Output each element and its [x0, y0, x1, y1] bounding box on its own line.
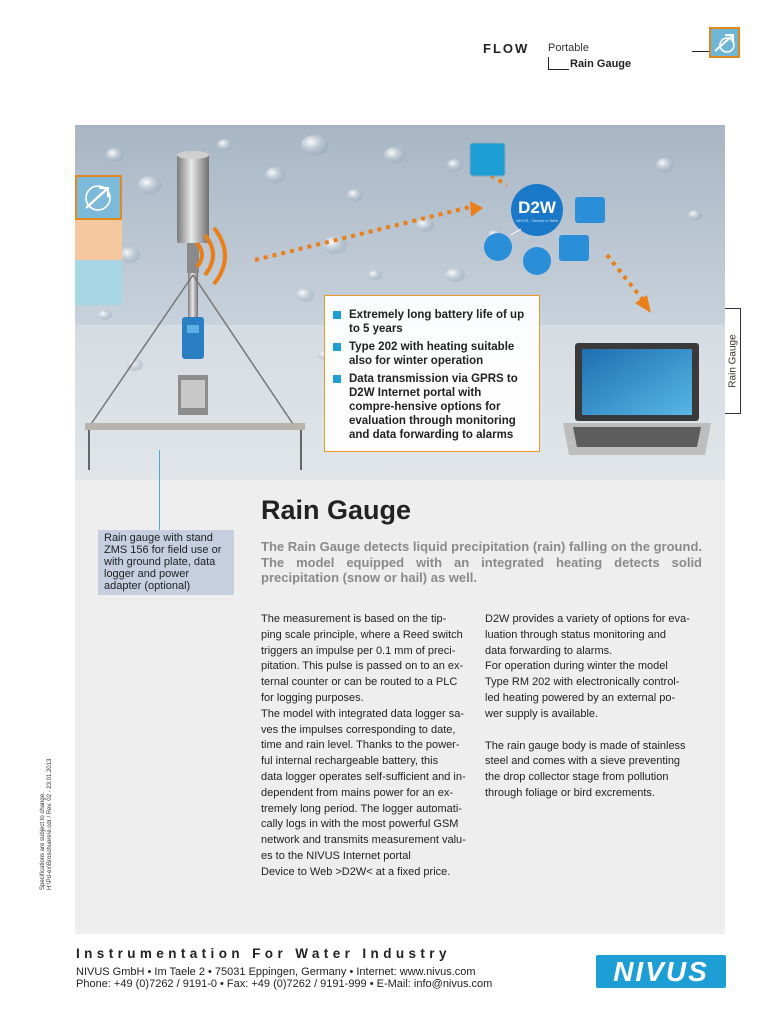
flow-meter-icon [709, 27, 740, 58]
bullet-square-icon [333, 343, 341, 351]
footer-address: NIVUS GmbH • Im Taele 2 • 75031 Eppingen, Germany • Internet: www.nivus.com [76, 966, 476, 978]
specification-note: Specifications are subject to change. H:\Pd-ex\Broschuere\e.cdr / Rev. 02 - 23.01.2013 [40, 758, 53, 890]
flow-tab-icon [75, 175, 122, 220]
caption-pointer-line [159, 450, 160, 530]
d2w-logo-text: D2W [518, 198, 556, 217]
breadcrumb-connector [548, 57, 569, 70]
body-paragraph: The measurement is based on the tip- ping scale principle, where a Reed switch triggers an impulse per 0.1 mm of preci- pitation. This pulse is passed on to an ex- ternal counter or can be routed to a PLC for logging purposes. [261, 613, 464, 704]
body-paragraph: D2W provides a variety of options for eva- luation through status monitoring and data forwarding to alarms. [485, 613, 690, 657]
feature-list [324, 295, 540, 452]
body-column-left [261, 612, 481, 881]
body-column-right [485, 612, 707, 802]
svg-text:NIVUS - Device to Web: NIVUS - Device to Web [516, 218, 558, 223]
body-paragraph: For operation during winter the model Type RM 202 with electronically control- led heating powered by an external po- wer supply is available. [485, 660, 680, 720]
side-tab-label: Rain Gauge [727, 334, 739, 388]
lead-paragraph: The Rain Gauge detects liquid precipitation (rain) falling on the ground. The model equipped with an integrated heating detects solid precipitation (snow or hail) as well. [261, 539, 702, 585]
bullet-square-icon [333, 311, 341, 319]
product-breadcrumb: Rain Gauge [570, 58, 632, 70]
header-rule [692, 51, 710, 52]
page-title: Rain Gauge [261, 495, 412, 525]
feature-item: Data transmission via GPRS to D2W Internet portal with compre-hensive options for evaluation through monitoring and data forwarding to alarms [333, 372, 529, 442]
feature-item: Type 202 with heating suitable also for winter operation [333, 340, 529, 368]
footer-tagline: Instrumentation For Water Industry [76, 946, 451, 961]
body-paragraph: The model with integrated data logger sa- ves the impulses corresponding to date, time and rain level. Thanks to the power- ful internal rechargeable battery, this data logger operates self-sufficient and in- dependent from mains power for an ex- tremely long period. The logger automati- cally logs in with the most powerful GSM network and transmits measurement valu- es to the NIVUS Internet portal Device to Web >D2W< at a fixed price. [261, 707, 466, 878]
color-tab-blue [75, 260, 122, 305]
color-tab-peach [75, 220, 122, 260]
nivus-logo: NIVUS [596, 955, 726, 988]
feature-item: Extremely long battery life of up to 5 years [333, 308, 529, 336]
bullet-square-icon [333, 375, 341, 383]
category-label: FLOW [483, 41, 530, 56]
subcategory-label: Portable [548, 42, 589, 54]
footer-contact: Phone: +49 (0)7262 / 9191-0 • Fax: +49 (0)7262 / 9191-999 • E-Mail: info@nivus.com [76, 978, 493, 990]
image-caption: Rain gauge with stand ZMS 156 for field use or with ground plate, data logger and power adapter (optional) [98, 530, 234, 595]
body-paragraph: The rain gauge body is made of stainless steel and comes with a sieve preventing the drop collector stage from pollution through foliage or bird excrements. [485, 739, 686, 799]
